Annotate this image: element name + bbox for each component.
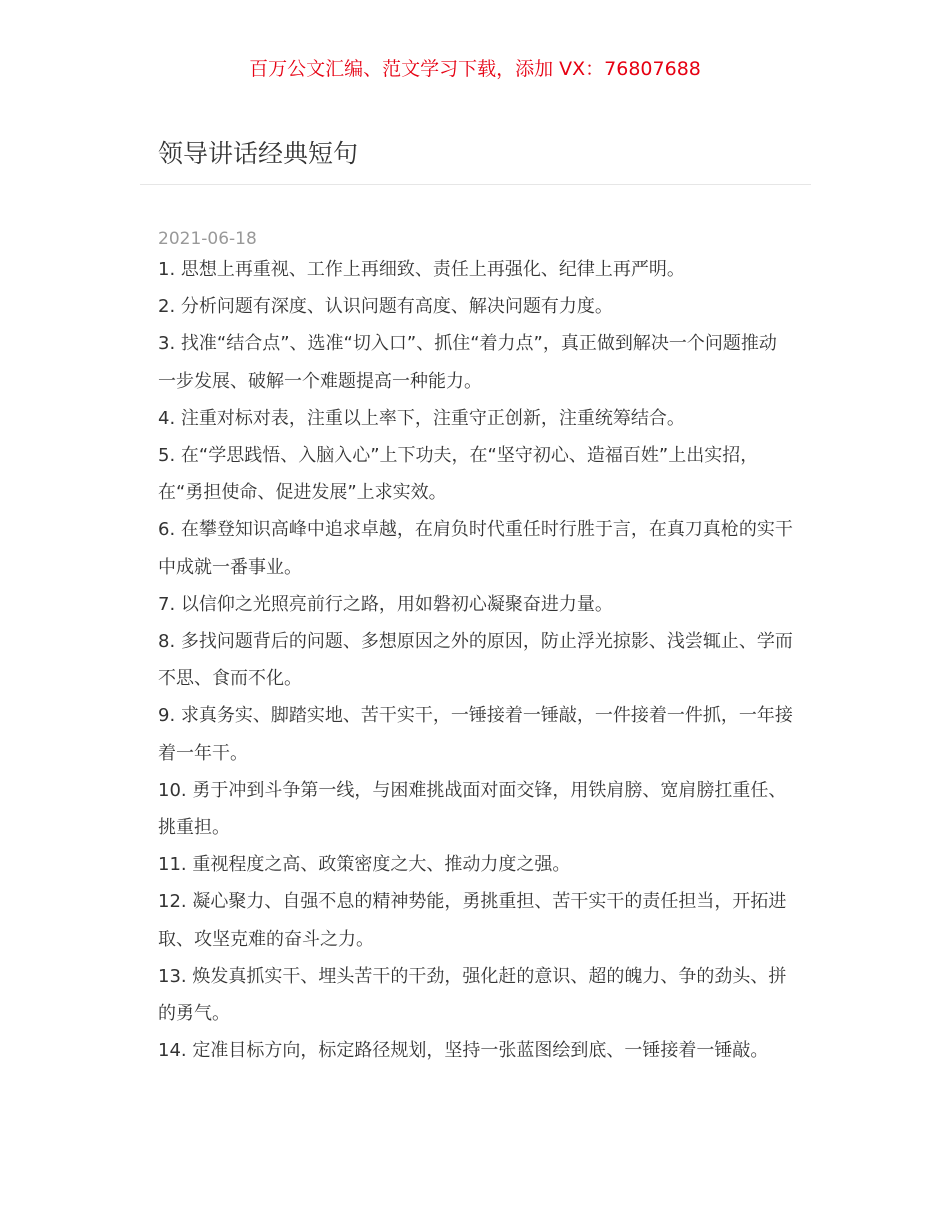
list-item: 2. 分析问题有深度、认识问题有高度、解决问题有力度。	[158, 296, 613, 318]
watermark-banner: 百万公文汇编、范文学习下载，添加 VX：76807688	[249, 58, 701, 80]
list-item: 6. 在攀登知识高峰中追求卓越，在肩负时代重任时行胜于言，在真刀真枪的实干中成就一番事业。	[158, 519, 793, 578]
list-item: 9. 求真务实、脚踏实地、苦干实干，一锤接着一锤敲，一件接着一件抓，一年接着一年干。	[158, 705, 793, 764]
list-item: 4. 注重对标对表，注重以上率下，注重守正创新，注重统筹结合。	[158, 407, 685, 429]
list-item: 11. 重视程度之高、政策密度之大、推动力度之强。	[158, 854, 571, 876]
article-body	[158, 251, 794, 1069]
list-item: 10. 勇于冲到斗争第一线，与困难挑战面对面交锋，用铁肩膀、宽肩膀扛重任、挑重担。	[158, 779, 787, 839]
list-item: 13. 焕发真抓实干、埋头苦干的干劲，强化赶的意识、超的魄力、争的劲头、拼的勇气。	[158, 965, 787, 1025]
list-item: 14. 定准目标方向，标定路径规划，坚持一张蓝图绘到底、一锤接着一锤敲。	[158, 1040, 769, 1062]
list-item: 7. 以信仰之光照亮前行之路，用如磐初心凝聚奋进力量。	[158, 593, 613, 615]
list-item: 3. 找准“结合点”、选准“切入口”、抓住“着力点”，真正做到解决一个问题推动一步发展、破解一个难题提高一种能力。	[158, 333, 777, 392]
list-item: 8. 多找问题背后的问题、多想原因之外的原因，防止浮光掠影、浅尝辄止、学而不思、食而不化。	[158, 631, 793, 690]
title-divider	[140, 184, 811, 185]
list-item: 5. 在“学思践悟、入脑入心”上下功夫，在“坚守初心、造福百姓”上出实招，在“勇担使命、促进发展”上求实效。	[158, 445, 759, 504]
article-title: 领导讲话经典短句	[158, 139, 359, 168]
list-item: 1. 思想上再重视、工作上再细致、责任上再强化、纪律上再严明。	[158, 259, 685, 280]
publish-date: 2021-06-18	[158, 229, 257, 249]
list-item: 12. 凝心聚力、自强不息的精神势能，勇挑重担、苦干实干的责任担当，开拓进取、攻坚克难的奋斗之力。	[158, 891, 787, 950]
